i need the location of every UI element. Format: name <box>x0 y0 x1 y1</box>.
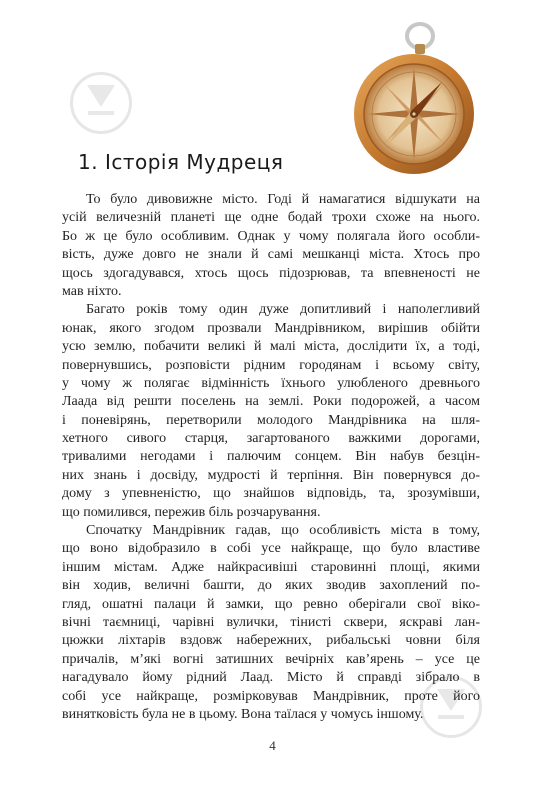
page-number: 4 <box>269 738 276 753</box>
paragraph <box>62 191 480 301</box>
text-line: мав ніхто. <box>62 283 122 299</box>
compass-icon <box>350 18 480 178</box>
paragraph <box>62 301 480 522</box>
text-line: вість, дуже довго не знали й самі мешканці міста. Хтось про <box>62 247 480 263</box>
text-line: Багато років тому один дуже допитливий і наполегливий <box>86 302 480 318</box>
text-line: Бо ж це було особливим. Однак у чому полягала його особли- <box>62 228 480 244</box>
text-line: що воно відобразило в собі усе найкраще, що було властиве <box>62 541 480 557</box>
text-line: у чому ж полягає відмінність їхнього улюбленого древнього <box>62 375 480 391</box>
text-line: гляд, ошатні палаци й замки, що ревно оберігали свої віко- <box>62 596 480 612</box>
text-line: Лаада від решти поселень на землі. Роки подорожей, а часом <box>62 394 480 410</box>
text-line: він ходив, величні башти, до яких зводив захоплений по- <box>62 578 480 594</box>
paragraph <box>62 522 480 724</box>
text-line: щось здогадувався, хтось щось підозрював, та впевненості не <box>62 265 480 281</box>
text-body <box>62 191 480 724</box>
text-line: причалів, м’які вогні затишних вечірніх кав’ярень – усе це <box>62 651 480 667</box>
text-line: і поневірянь, перетворили молодого Мандрівника на шля- <box>62 412 480 428</box>
text-line: іншим містам. Адже найкрасивіші старовинні площі, якими <box>62 559 480 575</box>
text-line: Спочатку Мандрівник гадав, що особливість міста в тому, <box>86 523 480 539</box>
text-line: нагадувало йому рідний Лаад. Місто й справді зібрало в <box>62 670 480 686</box>
download-watermark-icon <box>70 72 132 134</box>
chapter-title: 1. Історія Мудреця <box>78 150 284 174</box>
text-line: винятковість була не в цьому. Вона таїлася у чомусь іншому. <box>62 706 424 722</box>
text-line: хетного сивого старця, загартованого важкими дорогами, <box>62 431 480 447</box>
text-line: цюжки ліхтарів вздовж набережних, рибальські човни біля <box>62 633 480 649</box>
text-line: повернувшись, розповісти рідним городянам і всьому світу, <box>62 357 480 373</box>
text-line: вічні таємниці, чарівні вулички, тінисті сквери, яскраві лан- <box>62 614 480 630</box>
text-line: усю землю, побачити великі й малі міста, дослідити їх, а тоді, <box>62 339 480 355</box>
text-line: тривалими негодами і палючим сонцем. Він набув безцін- <box>62 449 480 465</box>
text-line: собі усе найкраще, розмірковував Мандрівник, проте його <box>62 688 480 704</box>
text-line: юнак, якого згодом прозвали Мандрівником, вирішив обійти <box>62 320 480 336</box>
text-line: що помилився, пережив біль розчарування. <box>62 504 321 520</box>
text-line: дому з упевненістю, що знайшов відповідь, та, зрозумівши, <box>62 486 480 502</box>
text-line: них знань і досвіду, мудрості й терпіння. Він повернувся до- <box>62 467 480 483</box>
text-line: усій величезній планеті ще одне бодай трохи схоже на нього. <box>62 210 480 226</box>
text-line: То було дивовижне місто. Годі й намагатися відшукати на <box>86 192 480 207</box>
